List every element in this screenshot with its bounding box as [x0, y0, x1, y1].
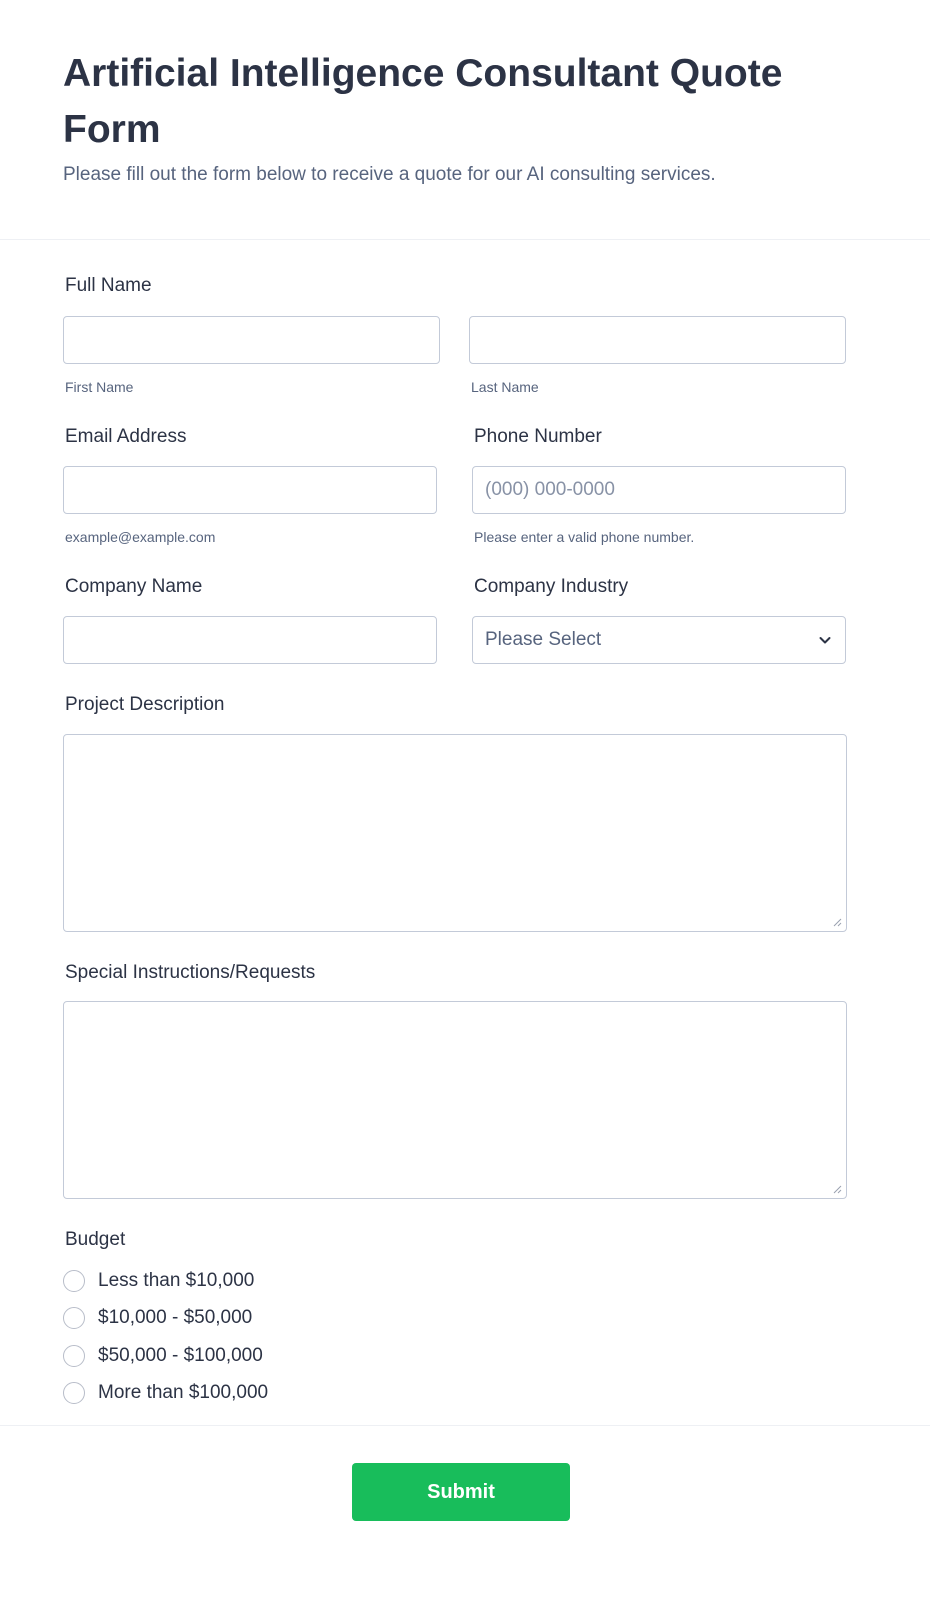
- email-label: Email Address: [65, 426, 187, 447]
- project-description-label: Project Description: [65, 694, 225, 715]
- form-header: [63, 46, 883, 188]
- company-industry-select[interactable]: [472, 616, 846, 664]
- radio-button[interactable]: [63, 1382, 85, 1404]
- page-subtitle: Please fill out the form below to receive a quote for our AI consulting services.: [63, 164, 716, 185]
- resize-handle-icon[interactable]: [833, 918, 842, 927]
- budget-option-label: More than $100,000: [98, 1382, 269, 1403]
- radio-button[interactable]: [63, 1345, 85, 1367]
- company-name-input[interactable]: [63, 616, 437, 664]
- budget-option-label: Less than $10,000: [98, 1270, 255, 1291]
- first-name-sublabel: First Name: [65, 379, 134, 395]
- project-description-textarea[interactable]: [63, 734, 847, 932]
- email-input[interactable]: [63, 466, 437, 514]
- page-title: Artificial Intelligence Consultant Quote Form: [63, 52, 783, 151]
- phone-label: Phone Number: [474, 426, 602, 447]
- footer-divider: [0, 1425, 930, 1426]
- resize-handle-icon[interactable]: [833, 1185, 842, 1194]
- submit-button[interactable]: Submit: [352, 1463, 570, 1521]
- company-industry-label: Company Industry: [474, 576, 629, 597]
- first-name-input[interactable]: [63, 316, 440, 364]
- budget-option[interactable]: [63, 1305, 252, 1331]
- budget-option-label: $10,000 - $50,000: [98, 1307, 253, 1328]
- company-name-label: Company Name: [65, 576, 203, 597]
- header-divider: [0, 239, 930, 240]
- full-name-label: Full Name: [65, 275, 152, 296]
- email-sublabel: example@example.com: [65, 529, 216, 545]
- last-name-sublabel: Last Name: [471, 379, 539, 395]
- phone-input[interactable]: [472, 466, 846, 514]
- last-name-input[interactable]: [469, 316, 846, 364]
- special-instructions-textarea[interactable]: [63, 1001, 847, 1199]
- special-instructions-label: Special Instructions/Requests: [65, 962, 316, 983]
- chevron-down-icon: [817, 632, 833, 648]
- radio-button[interactable]: [63, 1270, 85, 1292]
- budget-option-label: $50,000 - $100,000: [98, 1345, 263, 1366]
- radio-button[interactable]: [63, 1307, 85, 1329]
- budget-label: Budget: [65, 1229, 126, 1250]
- budget-option[interactable]: [63, 1343, 263, 1369]
- company-industry-selected: Please Select: [485, 629, 602, 650]
- budget-option[interactable]: [63, 1380, 268, 1406]
- budget-option[interactable]: [63, 1268, 254, 1294]
- phone-sublabel: Please enter a valid phone number.: [474, 529, 695, 545]
